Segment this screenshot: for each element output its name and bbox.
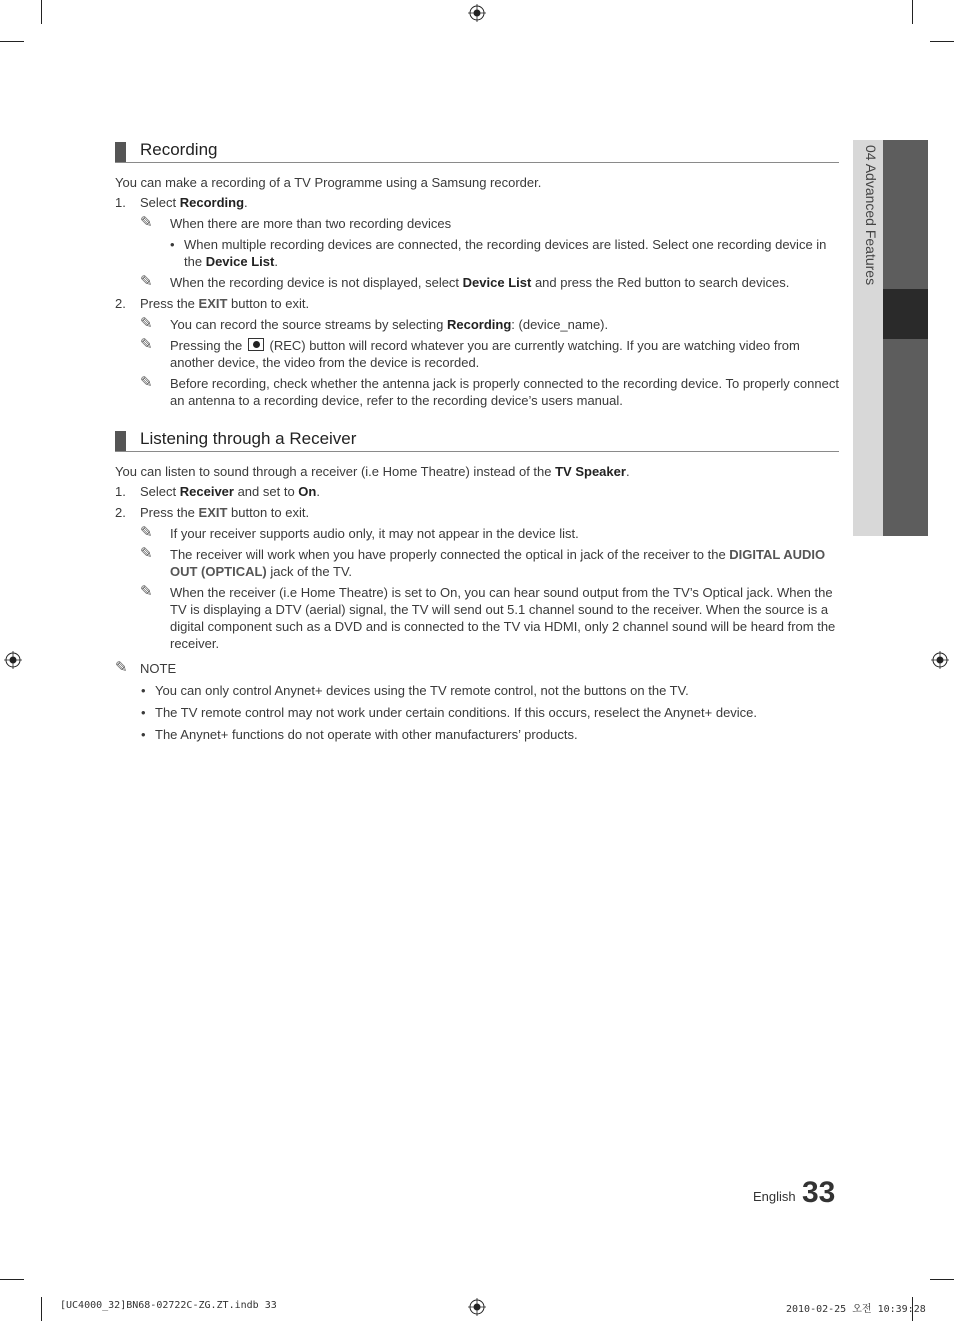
note-text: When there are more than two recording devices <box>170 216 452 231</box>
note-text: When the recording device is not displayed, select <box>170 275 463 290</box>
step-text: . <box>316 484 320 499</box>
note-text: (REC) button will record whatever you are currently watching. If you are watching video from another device, the video from the device is recorded. <box>170 338 800 370</box>
bullet-icon: • <box>141 705 146 720</box>
rec-button-icon <box>248 338 264 351</box>
step-number: 2. <box>115 296 126 311</box>
section-heading-receiver <box>115 429 839 452</box>
pencil-icon: ✎ <box>140 524 153 541</box>
receiver-note-1 <box>115 525 839 542</box>
note-text: jack of the TV. <box>266 564 353 579</box>
step-text: . <box>244 195 248 210</box>
step-number: 2. <box>115 505 126 520</box>
print-file-info: [UC4000_32]BN68-02722C-ZG.ZT.indb 33 <box>60 1300 277 1311</box>
step-number: 1. <box>115 195 126 210</box>
bullet-icon: • <box>141 727 146 742</box>
receiver-step-1 <box>115 483 839 500</box>
note-bullet <box>115 682 839 699</box>
recording-note-5 <box>115 375 839 409</box>
recording-note-3 <box>115 316 839 333</box>
bullet-text: When multiple recording devices are connected, the recording devices are listed. Select one recording device in the <box>184 237 827 269</box>
page-content <box>115 140 839 748</box>
pencil-icon: ✎ <box>140 583 153 600</box>
step-text: Select <box>140 195 180 210</box>
page-number: 33 <box>802 1176 836 1209</box>
step-text: Press the <box>140 296 199 311</box>
crop-mark <box>912 0 913 24</box>
print-timestamp: 2010-02-25 오전 10:39:28 <box>786 1304 926 1315</box>
bullet-text: You can only control Anynet+ devices using the TV remote control, not the buttons on the TV. <box>155 683 689 698</box>
recording-step-1 <box>115 194 839 211</box>
note-heading <box>115 660 839 677</box>
receiver-step-2 <box>115 504 839 521</box>
step-text: button to exit. <box>227 505 310 520</box>
registration-mark-icon <box>4 651 22 669</box>
section-title: Recording <box>140 140 218 159</box>
note-text: : (device_name). <box>511 317 609 332</box>
bullet-text: . <box>274 254 278 269</box>
receiver-intro <box>115 463 839 480</box>
step-bold: On <box>298 484 317 499</box>
step-text: button to exit. <box>227 296 310 311</box>
pencil-icon: ✎ <box>140 374 153 391</box>
note-bullet <box>115 704 839 721</box>
pencil-icon: ✎ <box>140 336 153 353</box>
bullet-icon: • <box>170 237 175 252</box>
note-text: and press the Red button to search devices. <box>531 275 790 290</box>
crop-mark <box>930 41 954 42</box>
note-text: If your receiver supports audio only, it may not appear in the device list. <box>170 526 579 541</box>
note-bullet <box>115 726 839 743</box>
bullet-icon: • <box>141 683 146 698</box>
bullet-text: The TV remote control may not work under certain conditions. If this occurs, reselect the Anynet+ device. <box>155 705 758 720</box>
crop-mark <box>0 41 24 42</box>
step-bold: EXIT <box>198 296 228 311</box>
crop-mark <box>930 1279 954 1280</box>
note-title: NOTE <box>140 661 177 676</box>
crop-mark <box>41 1297 42 1321</box>
registration-mark-icon <box>931 651 949 669</box>
crop-mark <box>0 1279 24 1280</box>
note-text: Pressing the <box>170 338 246 353</box>
pencil-icon: ✎ <box>140 315 153 332</box>
pencil-icon: ✎ <box>140 273 153 290</box>
pencil-icon: ✎ <box>140 545 153 562</box>
chapter-label: 04 Advanced Features <box>863 145 879 286</box>
pencil-icon: ✎ <box>115 659 128 676</box>
bullet-bold: Device List <box>205 254 275 269</box>
intro-text: . <box>625 464 630 479</box>
step-text: Press the <box>140 505 199 520</box>
recording-note-2 <box>115 274 839 291</box>
step-text: and set to <box>233 484 299 499</box>
bullet-text: The Anynet+ functions do not operate with other manufacturers’ products. <box>155 727 578 742</box>
step-bold: Receiver <box>179 484 234 499</box>
recording-bullet-1 <box>115 236 839 270</box>
recording-note-1 <box>115 215 839 232</box>
intro-bold: TV Speaker <box>555 464 626 479</box>
recording-intro: You can make a recording of a TV Programme using a Samsung recorder. <box>115 175 542 190</box>
pencil-icon: ✎ <box>140 214 153 231</box>
note-bold: Recording <box>447 317 512 332</box>
section-bar <box>115 142 126 162</box>
crop-mark <box>41 0 42 24</box>
note-bold: DIGITAL AUDIO OUT (OPTICAL) <box>170 547 826 579</box>
section-title: Listening through a Receiver <box>140 429 357 448</box>
step-text: Select <box>140 484 180 499</box>
recording-step-2 <box>115 295 839 312</box>
section-bar <box>115 431 126 451</box>
step-number: 1. <box>115 484 126 499</box>
registration-mark-icon <box>468 1298 486 1316</box>
note-text: Before recording, check whether the antenna jack is properly connected to the recording device. To properly connect an antenna to a recording device, refer to the recording device’s users manual. <box>170 376 839 408</box>
section-heading-recording <box>115 140 839 163</box>
note-text: You can record the source streams by selecting <box>170 317 447 332</box>
registration-mark-icon <box>468 4 486 22</box>
step-bold: EXIT <box>198 505 228 520</box>
note-text: The receiver will work when you have properly connected the optical in jack of the receiver to the <box>170 547 730 562</box>
recording-note-4 <box>115 337 839 371</box>
step-bold: Recording <box>179 195 245 210</box>
footer-language: English <box>753 1189 796 1204</box>
intro-text: You can listen to sound through a receiver (i.e Home Theatre) instead of the <box>115 464 556 479</box>
side-tab-active-marker <box>883 289 928 339</box>
receiver-note-2 <box>115 546 839 580</box>
note-bold: Device List <box>462 275 532 290</box>
note-text: When the receiver (i.e Home Theatre) is set to On, you can hear sound output from the TV’s Optical jack. When the TV is displaying a DTV (aerial) signal, the TV will send out 5.1 channel sound to the receiver. When the source is a digital component such as a DVD and is connected to the TV via HDMI, only 2 channel sound will be heard from the receiver. <box>170 585 836 651</box>
receiver-note-3 <box>115 584 839 652</box>
